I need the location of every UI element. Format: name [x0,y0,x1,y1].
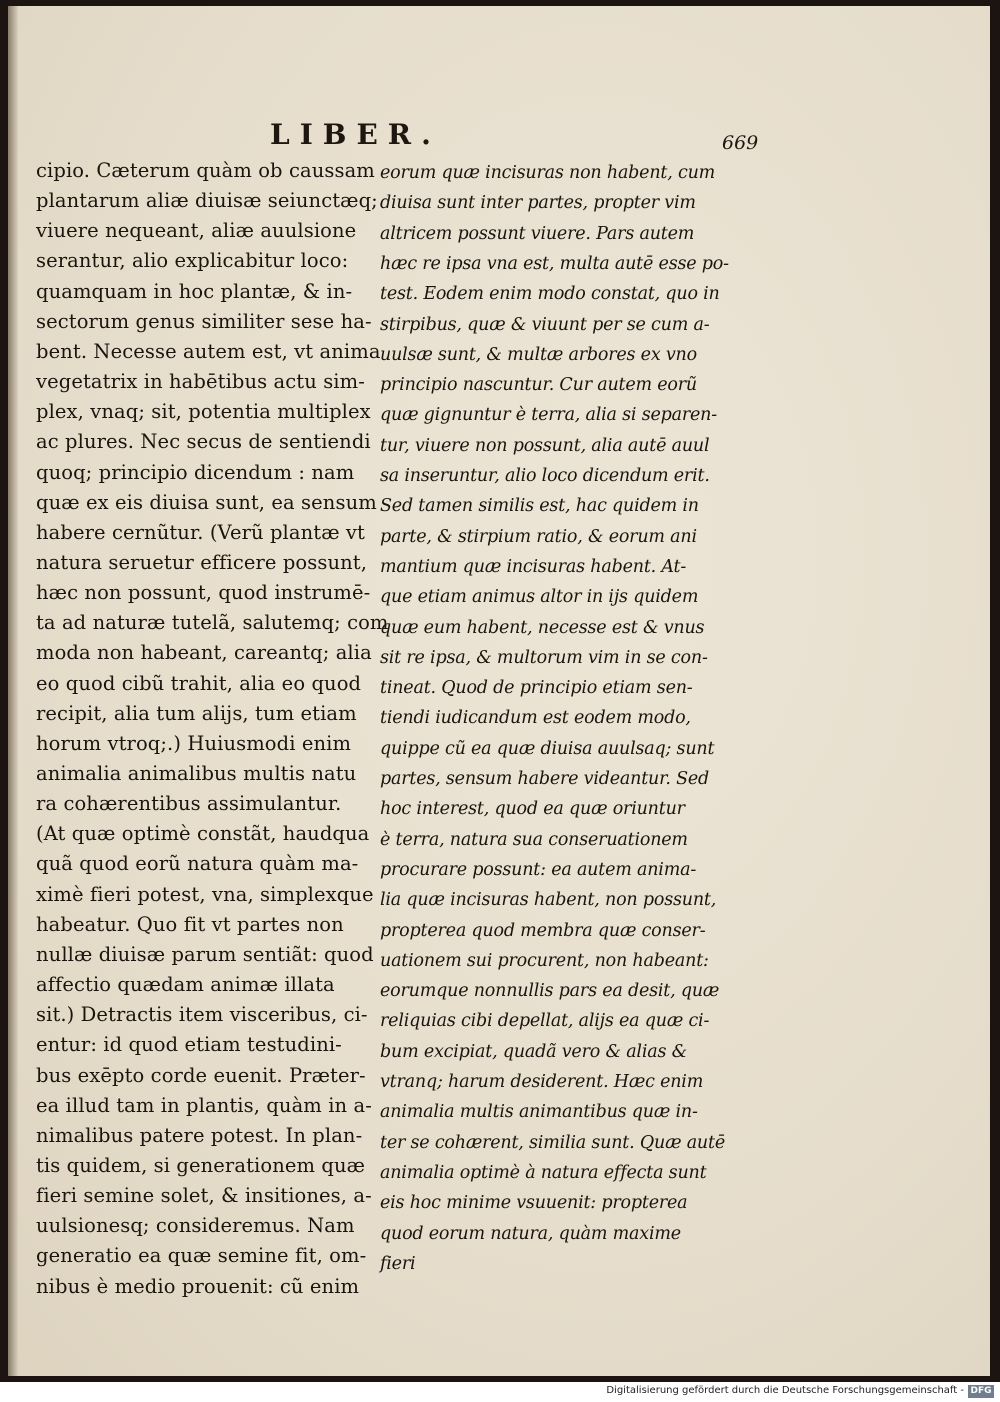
text-line: vtranq; harum desiderent. Hæc enim [380,1072,704,1092]
text-line: fieri [380,1253,416,1274]
text-line: sit.) Detractis item visceribus, ci- [36,1003,368,1027]
book-gutter [8,6,18,1376]
text-line: quæ gignuntur è terra, alia si separen- [380,405,717,426]
text-line: reliquias cibi depellat, alijs ea quæ ci- [380,1011,710,1032]
text-line: nimalibus patere potest. In plan- [36,1123,363,1147]
text-line: ta ad naturæ tutelã, salutemq; com [36,611,389,635]
text-line: tiendi iudicandum est eodem modo, [380,708,691,729]
text-line: ra cohærentibus assimulantur. [36,792,342,816]
text-line: bent. Necesse autem est, vt anima [36,339,381,363]
text-line: ac plures. Nec secus de sentiendi [36,430,371,454]
text-line: sit re ipsa, & multorum vim in se con- [380,647,708,668]
text-line: moda non habeant, careantq; alia [36,641,372,665]
page-number: 669 [722,132,759,154]
text-line: tis quidem, si generationem quæ [36,1153,366,1177]
footer-bar [0,1382,1000,1402]
text-line: eo quod cibũ trahit, alia eo quod [36,671,362,695]
text-line: principio nascuntur. Cur autem eorũ [380,375,697,396]
text-line: plantarum aliæ diuisæ seiunctæq; [36,189,378,213]
text-line: tur, viuere non possunt, alia autē auul [380,435,710,456]
text-line: altricem possunt viuere. Pars autem [380,223,695,244]
text-line: quod eorum natura, quàm maxime [380,1223,681,1244]
text-line: ximè fieri potest, vna, simplexque [36,882,374,906]
text-line: eorumque nonnullis pars ea desit, quæ [380,981,720,1002]
text-line: natura seruetur efficere possunt, [36,550,368,574]
text-line: stirpibus, quæ & viuunt per se cum a- [380,314,710,335]
text-line: eorum quæ incisuras non habent, cum [380,163,716,183]
text-line: quæ eum habent, necesse est & vnus [380,617,705,638]
text-line: ter se cohærent, similia sunt. Quæ autē [380,1132,725,1153]
text-line: uationem sui procurent, non habeant: [380,950,709,971]
text-line: quæ ex eis diuisa sunt, ea sensum [36,490,377,514]
text-line: quã quod eorũ natura quàm ma- [36,852,359,876]
text-line: quippe cũ ea quæ diuisa auulsaq; sunt [380,738,715,759]
text-line: hæc non possunt, quod instrumē- [36,581,371,605]
text-line: plex, vnaq; sit, potentia multiplex [36,400,371,424]
text-line: mantium quæ incisuras habent. At- [380,556,687,577]
text-line: tineat. Quod de principio etiam sen- [380,678,693,699]
text-line: (At quæ optimè constãt, haudqua [36,822,370,846]
text-line: animalia optimè à natura effecta sunt [380,1162,707,1183]
text-line: lia quæ incisuras habent, non possunt, [380,890,717,911]
text-line: horum vtroq;.) Huiusmodi enim [36,731,352,755]
text-line: diuisa sunt inter partes, propter vim [380,193,696,214]
text-line: partes, sensum habere videantur. Sed [380,769,710,789]
text-line: bus exēpto corde euenit. Præter- [36,1063,366,1087]
text-line: cipio. Cæterum quàm ob caussam [36,159,375,182]
text-line: ea illud tam in plantis, quàm in a- [36,1093,372,1117]
text-line: recipit, alia tum alijs, tum etiam [36,701,357,725]
text-line: generatio ea quæ semine fit, om- [36,1244,367,1268]
dfg-logo-icon: DFG [968,1385,994,1398]
text-line: habeatur. Quo fit vt partes non [36,912,344,936]
text-line: que etiam animus altor in ijs quidem [380,587,699,608]
text-line: bum excipiat, quadã vero & alias & [380,1041,687,1062]
text-line: procurare possunt: ea autem anima- [380,859,697,880]
text-line: entur: id quod etiam testudini- [36,1033,342,1057]
text-line: parte, & stirpium ratio, & eorum ani [380,526,697,547]
text-line: uulsionesq; consideremus. Nam [36,1214,355,1238]
text-line: quamquam in hoc plantæ, & in- [36,279,353,303]
text-line: propterea quod membra quæ conser- [380,920,706,941]
funding-credit: Digitalisierung gefördert durch die Deutsche Forschungsgemeinschaft - [606,1385,964,1396]
text-line: hæc re ipsa vna est, multa autē esse po- [380,253,729,274]
text-line: hoc interest, quod ea quæ oriuntur [380,799,685,820]
text-line: è terra, natura sua conseruationem [380,829,688,850]
text-line: eis hoc minime vsuuenit: propterea [380,1193,688,1214]
text-line: affectio quædam animæ illata [36,973,335,997]
text-line: sectorum genus similiter sese ha- [36,309,372,333]
text-line: uulsæ sunt, & multæ arbores ex vno [380,344,697,365]
text-line: vegetatrix in habētibus actu sim- [36,370,365,394]
text-line: serantur, alio explicabitur loco: [36,249,349,273]
text-line: quoq; principio dicendum : nam [36,460,355,484]
text-line: viuere nequeant, aliæ auulsione [36,219,357,243]
text-line: animalia multis animantibus quæ in- [380,1102,698,1123]
text-line: sa inseruntur, alio loco dicendum erit. [380,466,710,486]
text-line: animalia animalibus multis natu [36,762,357,785]
text-line: test. Eodem enim modo constat, quo in [380,284,720,305]
text-line: fieri semine solet, & insitiones, a- [36,1184,372,1208]
text-line: habere cernũtur. (Verũ plantæ vt [36,520,365,544]
running-header: LIBER. [270,118,441,151]
text-line: Sed tamen similis est, hac quidem in [380,496,699,517]
text-line: nibus è medio prouenit: cũ enim [36,1274,360,1298]
text-line: nullæ diuisæ parum sentiãt: quod [36,942,374,966]
